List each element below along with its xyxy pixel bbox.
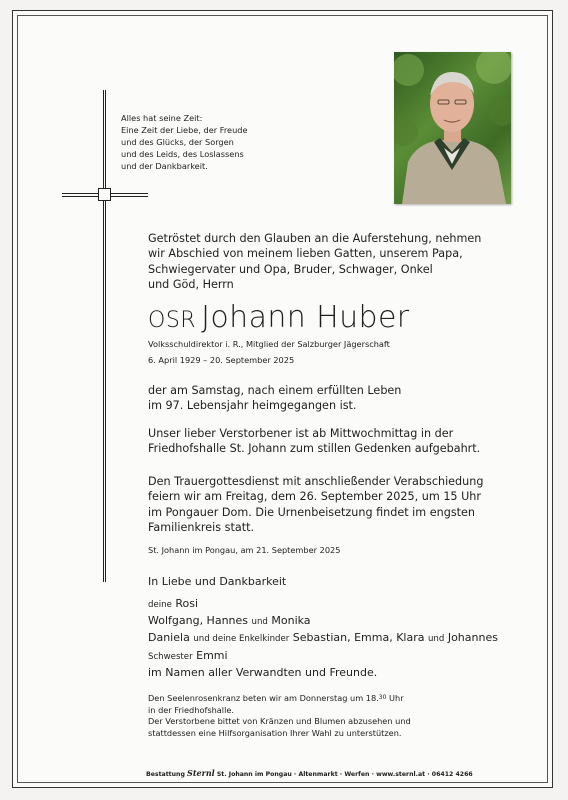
signature-relation: deine (148, 600, 172, 610)
intro-line: Schwiegervater und Opa, Bruder, Schwager, Onkel (148, 262, 433, 276)
signature-sister (148, 649, 228, 662)
signature-connector: und (251, 617, 268, 627)
signature-name: Sebastian, Emma, Klara (292, 631, 425, 644)
notes-block (148, 693, 411, 739)
place-date: St. Johann im Pongau, am 21. September 2025 (148, 545, 341, 555)
intro-line: wir Abschied von meinem lieben Gatten, unserem Papa, (148, 247, 463, 261)
funeral-home-footer (146, 768, 473, 778)
signature-spouse (148, 597, 198, 610)
signature-name: Daniela (148, 631, 190, 644)
notes-line (148, 693, 411, 705)
notes-line: Der Verstorbene bittet von Kränzen und Blumen abzusehen und (148, 716, 411, 726)
paragraph-line: Friedhofshalle St. Johann zum stillen Gedenken aufgebahrt. (148, 442, 481, 456)
paragraph-line: im Pongauer Dom. Die Urnenbeisetzung findet im engsten (148, 505, 476, 519)
paragraph-line: Familienkreis statt. (148, 520, 255, 534)
cross-center (98, 188, 111, 201)
signature-connector: und (427, 634, 445, 644)
quote-line: Alles hat seine Zeit: (121, 113, 203, 123)
paragraph-viewing (148, 426, 480, 457)
signature-name: Johannes (447, 631, 498, 644)
life-dates: 6. April 1929 – 20. September 2025 (148, 355, 295, 365)
name-main: Johann Huber (201, 300, 410, 335)
quote-line: und des Leids, des Loslassens (121, 149, 244, 159)
paragraph-line: Unser lieber Verstorbener ist ab Mittwochmittag in der (148, 427, 454, 440)
intro-text (148, 231, 481, 292)
paragraph-passing (148, 383, 401, 414)
quote-line: Eine Zeit der Liebe, der Freude (121, 125, 248, 135)
signature-relation: und deine Enkelkinder (193, 634, 290, 644)
signature-relation: Schwester (148, 652, 193, 662)
signature-name: Emmi (196, 649, 228, 662)
notes-time-superscript: 30 (378, 694, 387, 701)
footer-text: St. Johann im Pongau · Altenmarkt · Werfen · www.sternl.at · 06412 4266 (214, 771, 473, 778)
funeral-home-logo: Sternl (187, 768, 215, 778)
intro-line: Getröstet durch den Glauben an die Auferstehung, nehmen (148, 232, 482, 245)
paragraph-line: im 97. Lebensjahr heimgegangen ist. (148, 399, 357, 413)
footer-text: Bestattung (146, 771, 188, 778)
quote-line: und des Glücks, der Sorgen (121, 137, 234, 147)
paragraph-service (148, 474, 483, 535)
notes-line: stattdessen eine Hilfsorganisation Ihrer Wahl zu unterstützen. (148, 727, 402, 738)
deceased-name (148, 300, 410, 335)
signature-children (148, 614, 311, 627)
name-prefix: OSR (148, 308, 197, 333)
cross-vertical (103, 90, 106, 582)
paragraph-line: Den Trauergottesdienst mit anschließender Verabschiedung (148, 475, 484, 488)
portrait-drawing (394, 52, 511, 204)
closing-line: In Liebe und Dankbarkeit (148, 575, 287, 588)
signature-grandchildren (148, 631, 498, 644)
signature-relatives: im Namen aller Verwandten und Freunde. (148, 666, 378, 679)
quote-block (121, 112, 248, 172)
signature-name: Wolfgang, Hannes (148, 614, 249, 627)
signature-name: Rosi (175, 597, 199, 610)
notes-text: Uhr (386, 693, 404, 703)
intro-line: und Göd, Herrn (148, 277, 234, 291)
deceased-title: Volksschuldirektor i. R., Mitglied der Salzburger Jägerschaft (148, 339, 390, 349)
notes-text: Den Seelenrosenkranz beten wir am Donnerstag um 18. (148, 693, 379, 703)
paragraph-line: der am Samstag, nach einem erfüllten Leben (148, 384, 402, 397)
paragraph-line: feiern wir am Freitag, dem 26. September 2025, um 15 Uhr (148, 490, 481, 504)
portrait-photo (394, 52, 511, 204)
quote-line: und der Dankbarkeit. (121, 161, 208, 171)
notes-line: in der Friedhofshalle. (148, 704, 234, 715)
signature-name: Monika (271, 614, 311, 627)
